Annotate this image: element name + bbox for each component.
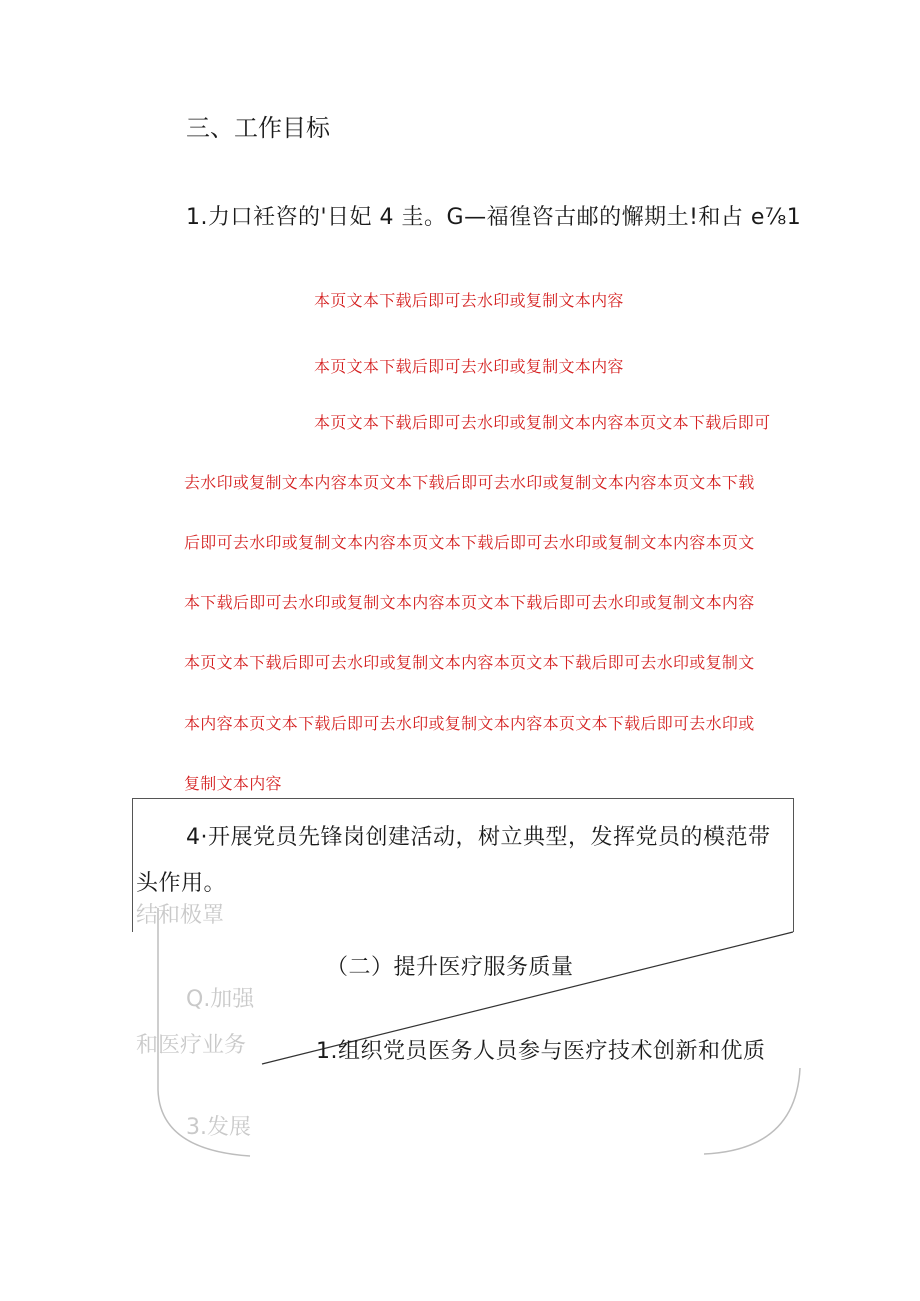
item-4-line-1: 4·开展党员先锋岗创建活动，树立典型，发挥党员的模范带 (186, 825, 771, 850)
subsection-heading: （二）提升医疗服务质量 (326, 950, 578, 981)
faded-fragment-2: Q.加强 (186, 987, 255, 1012)
watermark-line-1: 本页文本下载后即可去水印或复制文本内容 (314, 291, 624, 310)
watermark-para-line: 本页文本下载后即可去水印或复制文本内容本页文本下载后即可去水印或复制文 (184, 653, 755, 672)
item-4-line-2: 头作用。 (136, 871, 227, 896)
faded-fragment-4: 3.发展 (186, 1115, 251, 1140)
section-heading: 三、工作目标 (186, 114, 330, 142)
item-1-line: 1.组织党员医务人员参与医疗技术创新和优质 (316, 1039, 766, 1064)
watermark-para-line: 去水印或复制文本内容本页文本下载后即可去水印或复制文本内容本页文本下载 (184, 473, 755, 492)
watermark-para-line: 本页文本下载后即可去水印或复制文本内容本页文本下载后即可 (314, 413, 771, 432)
garbled-text-line: 1.力口衽咨的'日妃 4 圭。G—福徨咨古邮的懈期土!和占 e⅞1 (186, 205, 802, 230)
watermark-para-line: 本内容本页文本下载后即可去水印或复制文本内容本页文本下载后即可去水印或 (184, 714, 755, 733)
left-arc (158, 908, 250, 1156)
watermark-line-2: 本页文本下载后即可去水印或复制文本内容 (314, 357, 624, 376)
watermark-para-line: 本下载后即可去水印或复制文本内容本页文本下载后即可去水印或复制文本内容 (184, 593, 755, 612)
watermark-para-line: 复制文本内容 (184, 774, 282, 793)
right-arc (704, 1068, 800, 1154)
faded-fragment-1: 结和极罩 (136, 903, 225, 928)
faded-fragment-3: 和医疗业务 (136, 1033, 247, 1058)
watermark-para-line: 后即可去水印或复制文本内容本页文本下载后即可去水印或复制文本内容本页文 (184, 533, 755, 552)
